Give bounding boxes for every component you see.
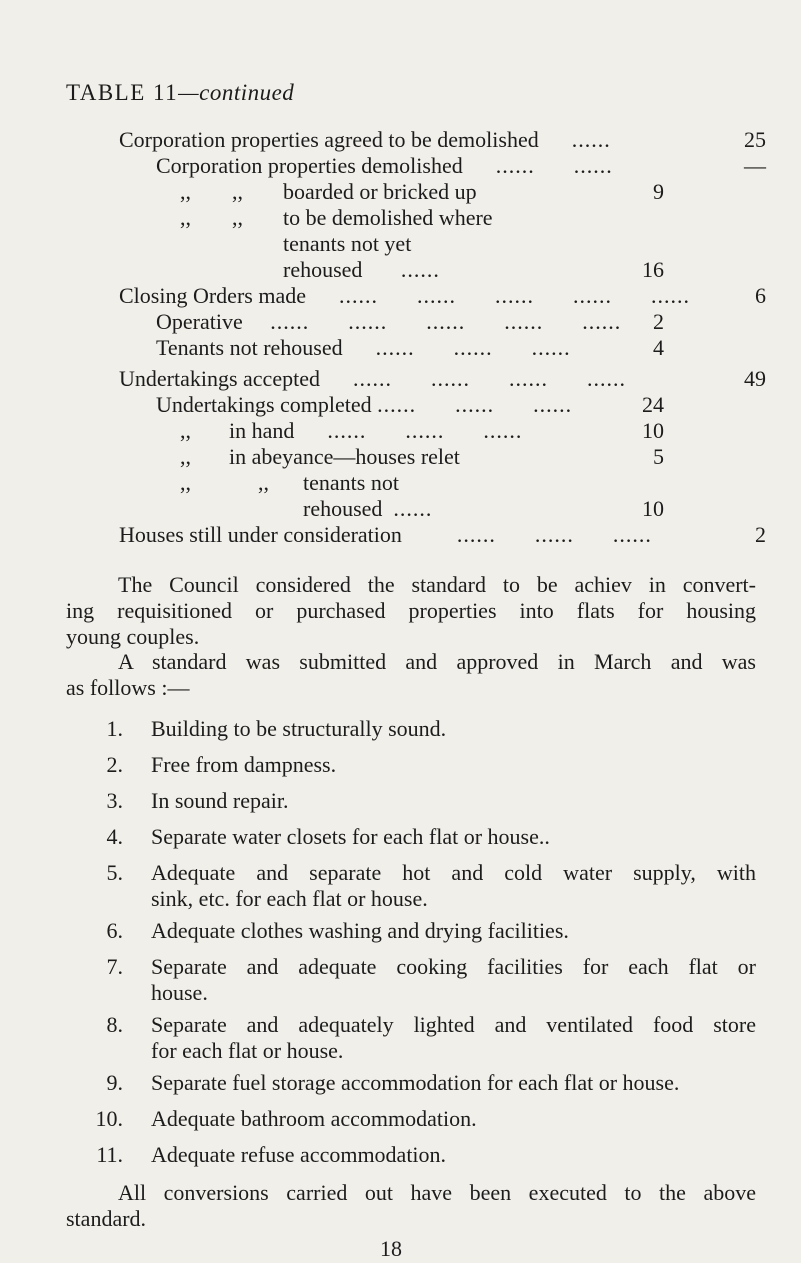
table-row — [156, 335, 696, 361]
table-row — [156, 392, 696, 418]
list-number: 8. — [106, 1012, 123, 1037]
table-row — [180, 418, 696, 444]
row-label-continued: tenants not yet — [283, 231, 412, 256]
table-row — [180, 179, 680, 205]
row-value: 4 — [653, 335, 664, 360]
row-value: 16 — [642, 257, 664, 282]
row-label: Houses still under consideration ...... ...... ...... — [119, 522, 652, 547]
list-text: sink, etc. for each flat or house. — [151, 886, 428, 911]
table-row — [180, 470, 680, 496]
row-value: 10 — [642, 418, 664, 443]
row-label: rehoused ...... — [283, 257, 440, 282]
page-number: 18 — [380, 1236, 402, 1261]
table-row — [119, 127, 799, 153]
list-number: 5. — [106, 860, 123, 885]
list-text: Separate and adequate cooking facilities for each flat or — [151, 954, 756, 979]
list-text: for each flat or house. — [151, 1038, 344, 1063]
row-value: 25 — [744, 127, 766, 152]
list-number: 4. — [106, 824, 123, 849]
ditto-mark: ,, — [180, 418, 191, 443]
row-value: 24 — [642, 392, 664, 417]
list-text: Adequate bathroom accommodation. — [151, 1106, 477, 1131]
row-value: 2 — [755, 522, 766, 547]
ditto-mark: ,, — [258, 470, 269, 495]
table-row — [180, 205, 680, 231]
ditto-mark: ,, — [232, 205, 243, 230]
row-value: 2 — [653, 309, 664, 334]
row-label: Undertakings completed ...... ...... ...... — [156, 392, 573, 417]
list-text: In sound repair. — [151, 788, 289, 813]
list-text: Building to be structurally sound. — [151, 716, 447, 741]
list-text: house. — [151, 980, 208, 1005]
list-text: Separate and adequately lighted and ventilated food store — [151, 1012, 756, 1037]
list-number: 11. — [96, 1142, 123, 1167]
row-label: Operative ...... ...... ...... ...... ...... — [156, 309, 622, 334]
row-value: 5 — [653, 444, 664, 469]
table-row — [283, 257, 683, 283]
ditto-mark: ,, — [232, 179, 243, 204]
table-row — [119, 366, 799, 392]
row-value: 49 — [744, 366, 766, 391]
list-number: 6. — [106, 918, 123, 943]
table-row — [303, 496, 703, 522]
paragraph-line: young couples. — [66, 624, 200, 649]
row-label: rehoused ...... — [303, 496, 433, 521]
list-text: Separate water closets for each flat or house.. — [151, 824, 550, 849]
list-number: 9. — [106, 1070, 123, 1095]
table-row — [180, 444, 696, 470]
list-number: 10. — [95, 1106, 123, 1131]
list-text: Separate fuel storage accommodation for each flat or house. — [151, 1070, 680, 1095]
row-label: Closing Orders made ...... ...... ...... ...... ...... — [119, 283, 690, 308]
row-value: 10 — [642, 496, 664, 521]
list-text: Adequate clothes washing and drying facilities. — [151, 918, 569, 943]
list-number: 7. — [106, 954, 123, 979]
table-row — [156, 153, 799, 179]
paragraph-line: as follows :— — [66, 675, 190, 700]
ditto-mark: ,, — [180, 470, 191, 495]
ditto-mark: ,, — [180, 179, 191, 204]
page-title — [66, 80, 294, 106]
row-label: boarded or bricked up — [283, 179, 477, 204]
paragraph-line: A standard was submitted and approved in March and was — [118, 649, 756, 674]
row-label: to be demolished where — [283, 205, 493, 230]
row-label: in abeyance—houses relet — [229, 444, 460, 469]
row-label: Corporation properties agreed to be demolished ...... — [119, 127, 611, 152]
row-value: 9 — [653, 179, 664, 204]
row-label: in hand ...... ...... ...... — [229, 418, 523, 443]
paragraph — [66, 1180, 756, 1232]
ditto-mark: ,, — [180, 444, 191, 469]
list-number: 2. — [106, 752, 123, 777]
table-title: TABLE 11 — [66, 80, 179, 105]
continued-label: —continued — [178, 80, 295, 105]
table-row — [156, 309, 696, 335]
row-label: Corporation properties demolished ...... ...... — [156, 153, 613, 178]
ditto-mark: ,, — [180, 205, 191, 230]
list-text: Adequate refuse accommodation. — [151, 1142, 447, 1167]
table-row — [119, 522, 799, 548]
paragraph-line: ing requisitioned or purchased properties into flats for housing — [66, 598, 756, 623]
table-row — [119, 283, 799, 309]
row-label: Tenants not rehoused ...... ...... ...... — [156, 335, 571, 360]
paragraph — [66, 649, 756, 701]
paragraph-line: standard. — [66, 1206, 147, 1231]
row-value: 6 — [755, 283, 766, 308]
row-label: tenants not — [303, 470, 399, 495]
paragraph — [66, 572, 756, 650]
list-text: Free from dampness. — [151, 752, 337, 777]
paragraph-line: All conversions carried out have been executed to the above — [118, 1180, 756, 1205]
row-label: Undertakings accepted ...... ...... ...... ...... — [119, 366, 626, 391]
row-value: — — [744, 153, 766, 178]
list-text: Adequate and separate hot and cold water supply, with — [151, 860, 756, 885]
paragraph-line: The Council considered the standard to be achiev in convert- — [118, 572, 756, 597]
list-number: 1. — [106, 716, 123, 741]
list-number: 3. — [106, 788, 123, 813]
